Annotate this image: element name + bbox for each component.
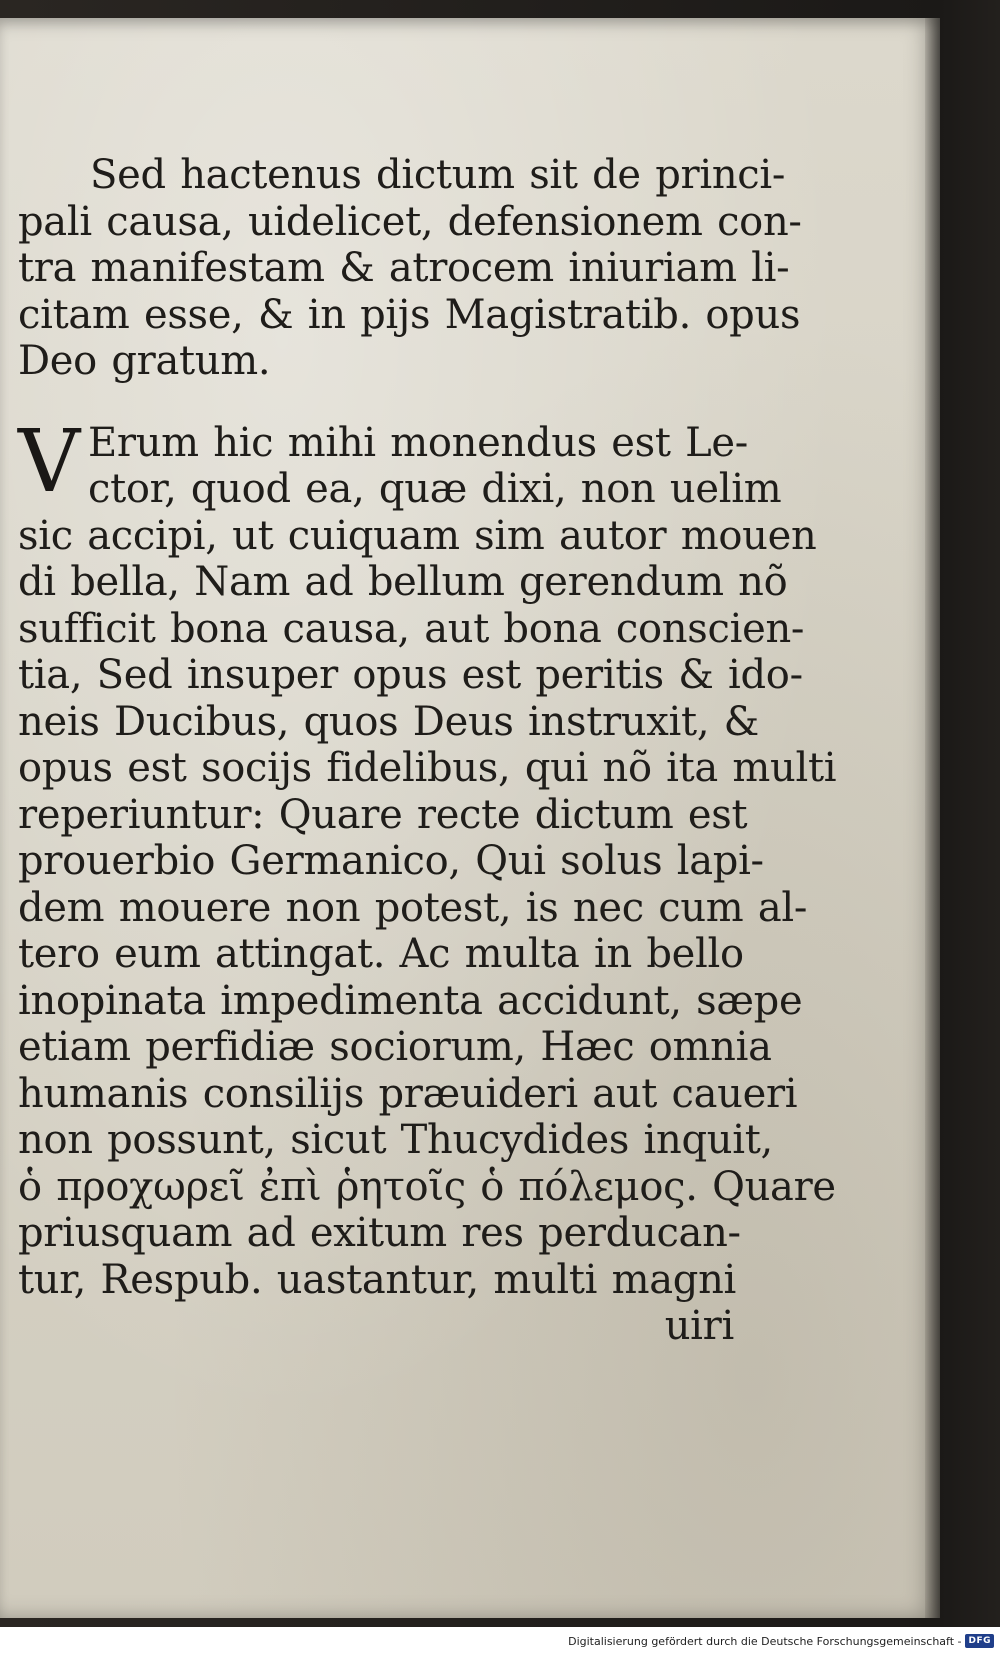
- text-line: tia, Sed insuper opus est peritis & ido-: [18, 652, 803, 698]
- paragraph-2: [18, 411, 837, 1350]
- page-edge-shadow: [925, 18, 940, 1618]
- text-line: sufficit bona causa, aut bona conscien-: [18, 605, 805, 652]
- text-line: opus est socijs fidelibus, qui nõ ita multi: [18, 745, 837, 791]
- drop-cap: V: [18, 411, 80, 512]
- text-line: non possunt, sicut Thucydides inquit,: [18, 1117, 773, 1163]
- funding-notice: Digitalisierung gefördert durch die Deutsche Forschungsgemeinschaft -: [568, 1634, 962, 1648]
- text-line: neis Ducibus, quos Deus instruxit, &: [18, 698, 759, 745]
- greek-text-line: ὁ προχωρεῖ ἐπὶ ῥητοῖς ὁ πόλεμος. Quare: [18, 1163, 836, 1210]
- text-line: pali causa, uidelicet, defensionem con-: [18, 198, 802, 245]
- text-line: sic accipi, ut cuiquam sim autor mouen: [18, 512, 817, 559]
- text-line: reperiuntur: Quare recte dictum est: [18, 791, 748, 838]
- text-line: etiam perfidiæ sociorum, Hæc omnia: [18, 1024, 772, 1070]
- digitization-footer: [0, 1627, 1000, 1655]
- page-text: [18, 152, 837, 1350]
- text-line: Erum hic mihi monendus est Le-: [88, 419, 748, 466]
- text-line: ctor, quod ea, quæ dixi, non uelim: [88, 466, 782, 512]
- text-line: tero eum attingat. Ac multa in bello: [18, 931, 744, 977]
- text-line: humanis consilijs præuideri aut caueri: [18, 1070, 798, 1117]
- text-line: Deo gratum.: [18, 338, 271, 384]
- paragraph-gap: [18, 385, 734, 420]
- paragraph-1: [18, 152, 802, 385]
- text-line: dem mouere non potest, is nec cum al-: [18, 884, 808, 931]
- text-line: di bella, Nam ad bellum gerendum nõ: [18, 559, 788, 605]
- catchword: uiri: [664, 1303, 734, 1349]
- text-line: Sed hactenus dictum sit de princi-: [90, 152, 786, 198]
- text-line: inopinata impedimenta accidunt, sæpe: [18, 977, 803, 1024]
- text-line: citam esse, & in pijs Magistratib. opus: [18, 291, 801, 338]
- text-line: prouerbio Germanico, Qui solus lapi-: [18, 838, 764, 884]
- text-line: tra manifestam & atrocem iniuriam li-: [18, 245, 790, 291]
- book-page: [0, 18, 940, 1618]
- dfg-logo: DFG: [965, 1634, 994, 1648]
- text-line: tur, Respub. uastantur, multi magni: [18, 1256, 737, 1303]
- text-line: priusquam ad exitum res perducan-: [18, 1210, 741, 1256]
